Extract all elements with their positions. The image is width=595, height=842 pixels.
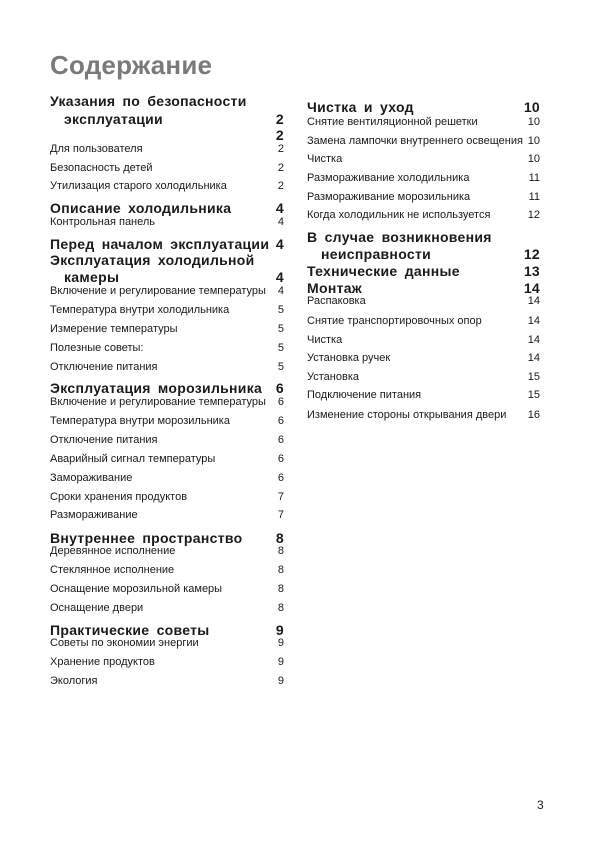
toc-entry-label: Указания по безопасности — [50, 93, 247, 109]
toc-entry-page: 5 — [277, 361, 284, 373]
toc-entry-page: 9 — [277, 675, 284, 687]
toc-entry-label: Хранение продуктов — [50, 656, 155, 668]
toc-entry — [50, 323, 284, 335]
toc-entry-label: Измерение температуры — [50, 323, 178, 335]
toc-entry-page: 4 — [275, 200, 284, 216]
toc-entry-page: 15 — [527, 371, 540, 383]
toc-entry-page: 14 — [527, 352, 540, 364]
toc-entry-page: 10 — [527, 153, 540, 165]
toc-entry-page: 8 — [277, 545, 284, 557]
toc-entry-page: 14 — [527, 295, 540, 307]
toc-entry — [307, 153, 540, 165]
toc-entry — [50, 285, 284, 297]
toc-entry-label: Контрольная панель — [50, 216, 156, 228]
toc-entry-label: Оснащение двери — [50, 602, 144, 614]
toc-entry-label: Стеклянное исполнение — [50, 564, 175, 576]
toc-entry — [307, 99, 540, 115]
toc-entry-label: Отключение питания — [50, 361, 158, 373]
toc-entry-label: Включение и регулирование температуры — [50, 285, 266, 297]
toc-entry-label: Размораживание — [50, 509, 138, 521]
toc-entry-page: 2 — [275, 127, 284, 143]
toc-entry — [64, 111, 284, 127]
toc-entry-page: 6 — [277, 415, 284, 427]
toc-entry-page: 2 — [277, 180, 284, 192]
toc-entry — [307, 371, 540, 383]
toc-entry — [50, 622, 284, 638]
toc-entry-page: 8 — [277, 583, 284, 595]
toc-entry-label: Когда холодильник не используется — [307, 209, 491, 221]
toc-entry — [64, 269, 284, 285]
toc-entry-page: 15 — [527, 389, 540, 401]
toc-entry-label: Включение и регулирование температуры — [50, 396, 266, 408]
toc-entry-label: Распаковка — [307, 295, 366, 307]
toc-entry — [307, 334, 540, 346]
toc-entry-label: Эксплуатация холодильной — [50, 252, 255, 268]
toc-entry — [50, 602, 284, 614]
toc-entry-page: 4 — [275, 236, 284, 252]
toc-entry — [50, 127, 284, 143]
toc-entry-label: Внутреннее пространство — [50, 530, 243, 546]
toc-entry — [50, 380, 284, 396]
toc-entry — [50, 675, 284, 687]
toc-entry — [50, 583, 284, 595]
toc-entry-label: Сроки хранения продуктов — [50, 491, 188, 503]
toc-entry-label: Изменение стороны открывания двери — [307, 409, 507, 421]
toc-entry-page: 14 — [523, 280, 540, 296]
toc-entry — [50, 472, 284, 484]
toc-entry — [50, 415, 284, 427]
toc-entry-label: Для пользователя — [50, 143, 143, 155]
toc-entry — [307, 209, 540, 221]
toc-entry-page: 6 — [277, 396, 284, 408]
toc-entry-label: Размораживание холодильника — [307, 172, 470, 184]
toc-entry-label: Замена лампочки внутреннего освещения — [307, 135, 523, 147]
toc-entry-page: 13 — [523, 263, 540, 279]
toc-entry — [50, 342, 284, 354]
toc-entry-page: 8 — [275, 530, 284, 546]
toc-entry — [50, 93, 284, 109]
toc-entry — [307, 191, 540, 203]
toc-entry-page: 8 — [277, 602, 284, 614]
toc-entry — [307, 172, 540, 184]
toc-entry-page: 4 — [277, 285, 284, 297]
toc-entry — [50, 252, 284, 268]
toc-entry — [307, 352, 540, 364]
toc-entry — [307, 135, 540, 147]
toc-entry-label: Монтаж — [307, 280, 363, 296]
toc-entry — [307, 229, 540, 245]
toc-entry-page: 2 — [277, 162, 284, 174]
toc-entry-label: Чистка и уход — [307, 99, 414, 115]
toc-entry-label: Советы по экономии энергии — [50, 637, 199, 649]
toc-entry-page: 12 — [527, 209, 540, 221]
toc-entry-label: Чистка — [307, 334, 343, 346]
toc-entry-label: Эксплуатация морозильника — [50, 380, 263, 396]
toc-entry-label: Размораживание морозильника — [307, 191, 471, 203]
toc-entry-label: Чистка — [307, 153, 343, 165]
toc-entry-label: Установка ручек — [307, 352, 391, 364]
toc-entry — [50, 236, 284, 252]
toc-entry-page: 2 — [277, 143, 284, 155]
toc-entry — [50, 509, 284, 521]
toc-entry-label: Перед началом эксплуатации — [50, 236, 270, 252]
toc-entry-page: 7 — [277, 509, 284, 521]
toc-entry-page: 12 — [523, 246, 540, 262]
toc-entry — [50, 656, 284, 668]
toc-entry — [50, 361, 284, 373]
toc-entry-page: 9 — [277, 656, 284, 668]
toc-entry — [307, 263, 540, 279]
toc-entry-page: 4 — [275, 269, 284, 285]
toc-entry — [50, 162, 284, 174]
toc-entry-label: Практические советы — [50, 622, 210, 638]
toc-entry-label: Отключение питания — [50, 434, 158, 446]
toc-entry-label: Оснащение морозильной камеры — [50, 583, 223, 595]
toc-entry — [50, 180, 284, 192]
toc-entry — [50, 216, 284, 228]
toc-entry — [50, 453, 284, 465]
toc-entry — [307, 315, 540, 327]
toc-entry-page: 2 — [275, 111, 284, 127]
toc-entry — [50, 564, 284, 576]
toc-entry-label: Безопасность детей — [50, 162, 153, 174]
toc-entry-label: Замораживание — [50, 472, 133, 484]
toc-entry — [50, 304, 284, 316]
toc-entry-page: 4 — [277, 216, 284, 228]
page-title: Содержание — [50, 50, 213, 80]
toc-entry-page: 5 — [277, 323, 284, 335]
toc-entry-label: В случае возникновения — [307, 229, 492, 245]
toc-entry-page: 5 — [277, 304, 284, 316]
toc-entry-page: 9 — [277, 637, 284, 649]
toc-entry-label: Снятие транспортировочных опор — [307, 315, 482, 327]
toc-entry-label: Деревянное исполнение — [50, 545, 176, 557]
toc-entry — [307, 389, 540, 401]
toc-entry-page: 11 — [528, 191, 540, 203]
toc-entry-page: 14 — [527, 334, 540, 346]
toc-entry — [50, 491, 284, 503]
toc-entry-label: Установка — [307, 371, 359, 383]
page-number: 3 — [537, 798, 544, 812]
toc-entry-page: 7 — [277, 491, 284, 503]
toc-entry-label: неисправности — [321, 246, 432, 262]
toc-entry — [50, 637, 284, 649]
toc-entry — [307, 409, 540, 421]
toc-entry-page: 10 — [527, 135, 540, 147]
toc-entry-label: Полезные советы: — [50, 342, 144, 354]
toc-entry-label: Утилизация старого холодильника — [50, 180, 227, 192]
toc-entry-page: 8 — [277, 564, 284, 576]
toc-entry-label: Температура внутри морозильника — [50, 415, 230, 427]
toc-entry — [50, 530, 284, 546]
toc-entry-label: Температура внутри холодильника — [50, 304, 230, 316]
toc-entry-label: камеры — [64, 269, 120, 285]
toc-entry-page: 16 — [527, 409, 540, 421]
toc-entry-page: 10 — [527, 116, 540, 128]
toc-entry-label: Описание холодильника — [50, 200, 232, 216]
toc-entry — [50, 200, 284, 216]
toc-entry-label: Подключение питания — [307, 389, 422, 401]
toc-entry — [307, 280, 540, 296]
toc-entry — [50, 434, 284, 446]
toc-entry-label: Экология — [50, 675, 98, 687]
toc-entry-page: 6 — [275, 380, 284, 396]
toc-entry — [50, 545, 284, 557]
toc-entry-page: 6 — [277, 472, 284, 484]
toc-entry-page: 10 — [523, 99, 540, 115]
toc-entry-label: Технические данные — [307, 263, 460, 279]
toc-entry-page: 9 — [275, 622, 284, 638]
toc-entry-label: Снятие вентиляционной решетки — [307, 116, 478, 128]
toc-entry-page: 6 — [277, 453, 284, 465]
toc-entry — [307, 295, 540, 307]
toc-entry — [307, 116, 540, 128]
toc-entry-label: эксплуатации — [64, 111, 163, 127]
toc-entry-page: 11 — [528, 172, 540, 184]
toc-entry — [321, 246, 540, 262]
toc-entry — [50, 143, 284, 155]
toc-entry — [50, 396, 284, 408]
toc-entry-page: 14 — [527, 315, 540, 327]
toc-entry-label: Аварийный сигнал температуры — [50, 453, 216, 465]
toc-entry-page: 5 — [277, 342, 284, 354]
toc-entry-page: 6 — [277, 434, 284, 446]
